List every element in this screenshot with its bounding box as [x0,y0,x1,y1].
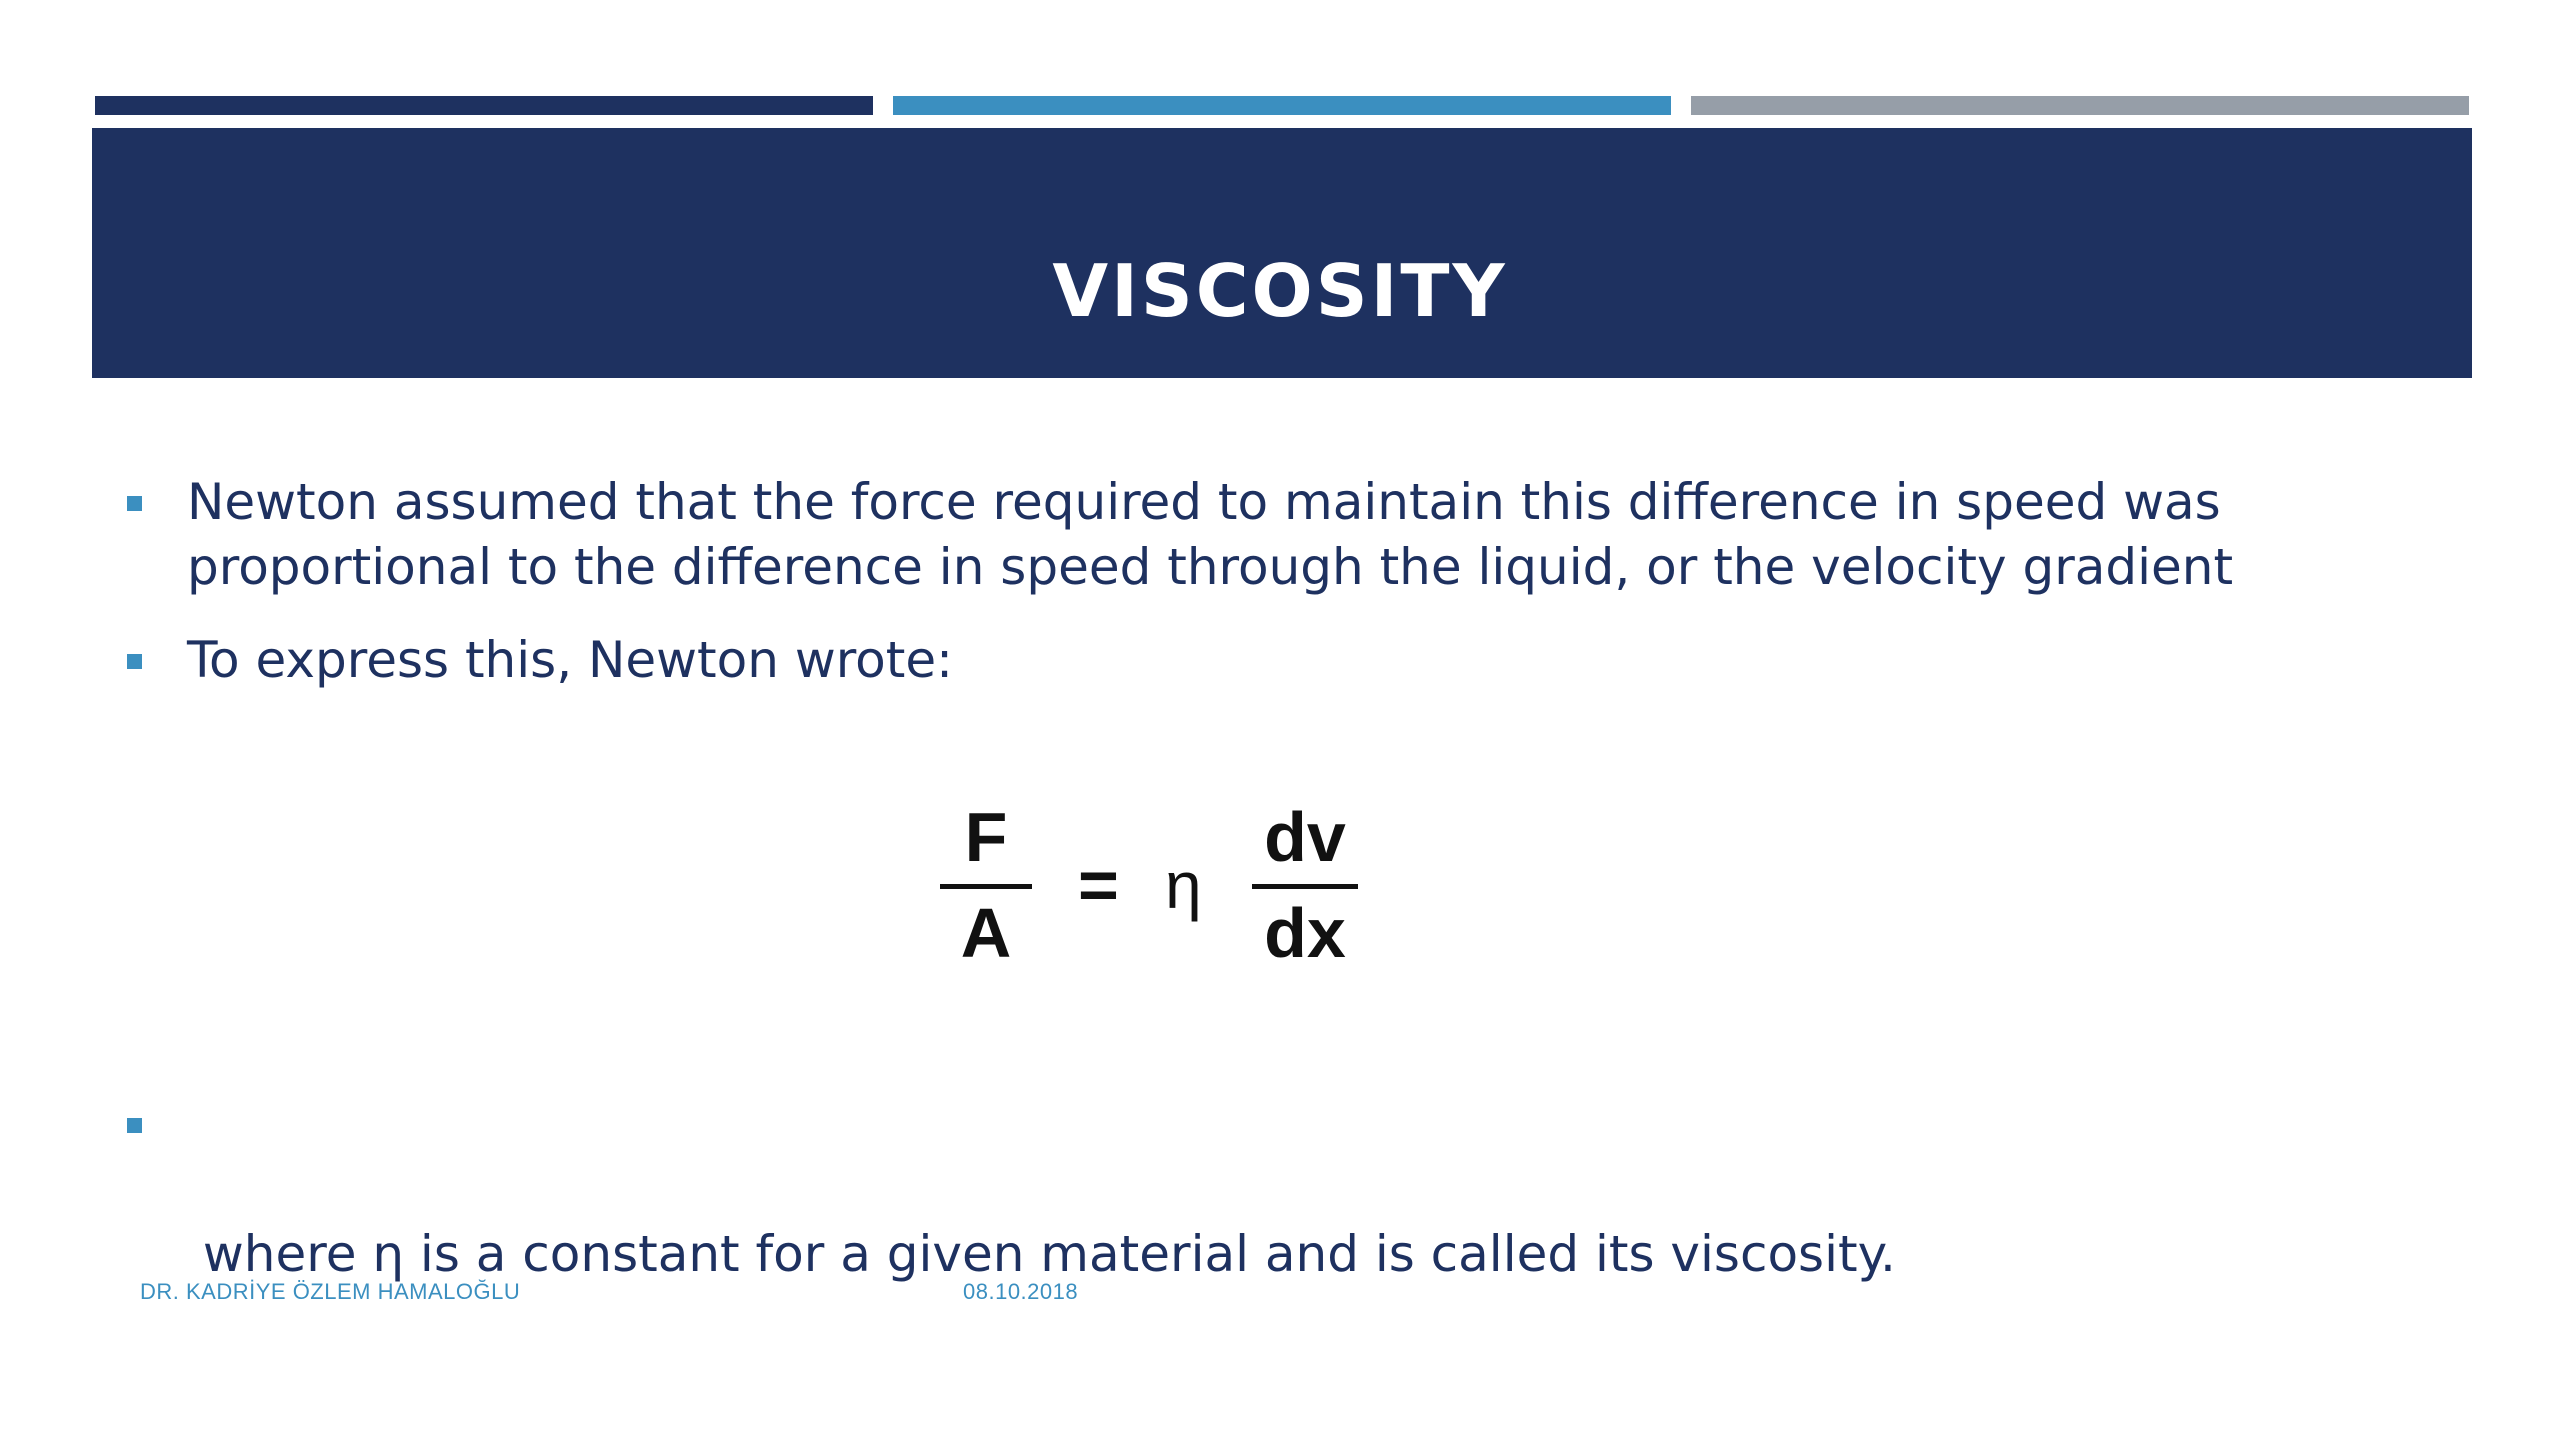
numerator-force: F [964,798,1008,876]
bullet-text [187,1092,2447,1417]
square-bullet-icon [127,496,142,511]
square-bullet-icon [127,654,142,669]
bullet-line: where η is a constant for a given material and is called its viscosity. [187,1225,1896,1283]
fraction-bar [940,884,1032,889]
denominator-dx: dx [1264,894,1346,972]
fraction-bar [1252,884,1358,889]
newton-viscosity-equation [940,800,1360,980]
eta-symbol: η [1165,848,1202,922]
equals-sign: = [1078,846,1119,924]
footer-date: 08.10.2018 [963,1279,1079,1304]
square-bullet-icon [127,1118,142,1133]
numerator-dv: dv [1264,798,1346,876]
accent-stripe-blue [893,96,1671,115]
bullet-line: Newton assumed that the force required to maintain this difference in speed was [187,473,2221,531]
bullet-text [187,628,2447,693]
accent-stripe-navy [95,96,873,115]
denominator-area: A [960,894,1012,972]
accent-stripe-gray [1691,96,2469,115]
footer-author: DR. KADRİYE ÖZLEM HAMALOĞLU [140,1279,521,1304]
bullet-line: proportional to the difference in speed through the liquid, or the velocity gradient [187,538,2234,596]
velocity-gradient-fraction [1252,800,1358,980]
slide-title: VISCOSITY [1052,249,1508,333]
bullet-text [187,470,2447,600]
bullet-line: To express this, Newton wrote: [187,631,953,689]
force-over-area-fraction [940,800,1032,980]
